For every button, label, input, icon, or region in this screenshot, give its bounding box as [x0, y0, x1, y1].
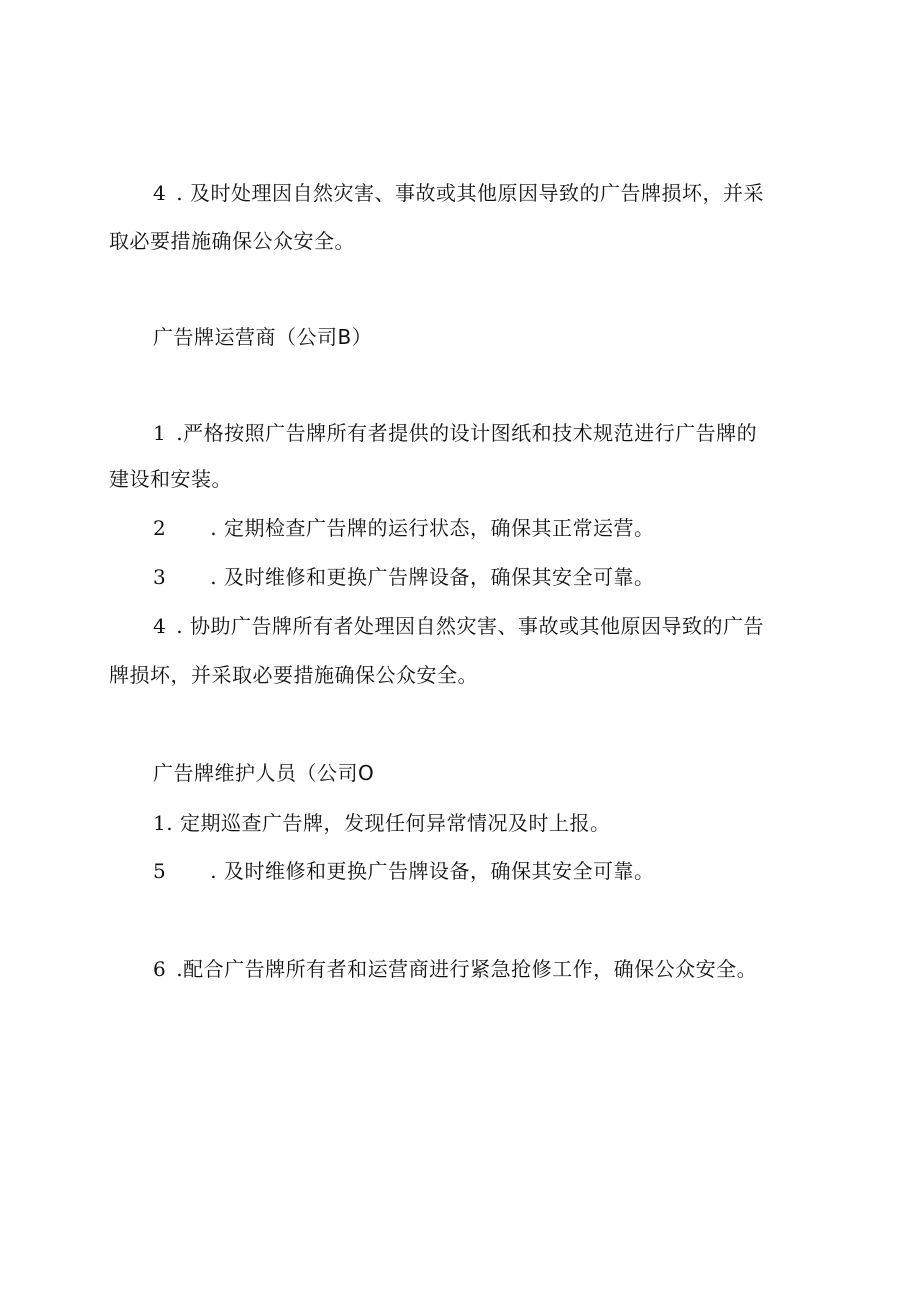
section-a-item-4-line-2: 取必要措施确保公众安全。: [109, 229, 355, 253]
item-text: . 及时维修和更换广告牌设备，确保其安全可靠。: [210, 859, 655, 883]
section-c-item-5: [153, 856, 654, 886]
item-number: 2: [153, 516, 167, 540]
section-c-heading: 广告牌维护人员（公司O: [153, 761, 375, 785]
item-number: 4: [153, 614, 167, 638]
section-b-item-4-line-1: [153, 611, 764, 641]
item-number: 6: [153, 957, 167, 981]
section-c-item-6: [153, 954, 757, 984]
section-c-item-1: 1. 定期巡查广告牌，发现任何异常情况及时上报。: [153, 811, 611, 835]
item-number: 3: [153, 565, 167, 589]
item-text: .严格按照广告牌所有者提供的设计图纸和技术规范进行广告牌的: [176, 421, 758, 445]
item-number: 5: [153, 859, 167, 883]
item-text: . 协助广告牌所有者处理因自然灾害、事故或其他原因导致的广告: [176, 614, 764, 638]
section-b-item-4-line-2: 牌损坏，并采取必要措施确保公众安全。: [109, 663, 478, 687]
item-text: . 及时维修和更换广告牌设备，确保其安全可靠。: [210, 565, 655, 589]
section-b-heading: 广告牌运营商（公司B）: [153, 325, 373, 349]
item-number: 4: [153, 181, 167, 205]
section-b-item-3: [153, 562, 654, 592]
item-number: 1: [153, 421, 167, 445]
section-b-item-1-line-1: [153, 418, 757, 448]
item-text: . 定期检查广告牌的运行状态，确保其正常运营。: [210, 516, 655, 540]
section-b-item-1-line-2: 建设和安装。: [109, 467, 232, 491]
section-b-item-2: [153, 513, 654, 543]
item-text: .配合广告牌所有者和运营商进行紧急抢修工作，确保公众安全。: [176, 957, 758, 981]
section-a-item-4-line-1: [153, 178, 764, 208]
item-text: . 及时处理因自然灾害、事故或其他原因导致的广告牌损坏，并采: [176, 181, 764, 205]
